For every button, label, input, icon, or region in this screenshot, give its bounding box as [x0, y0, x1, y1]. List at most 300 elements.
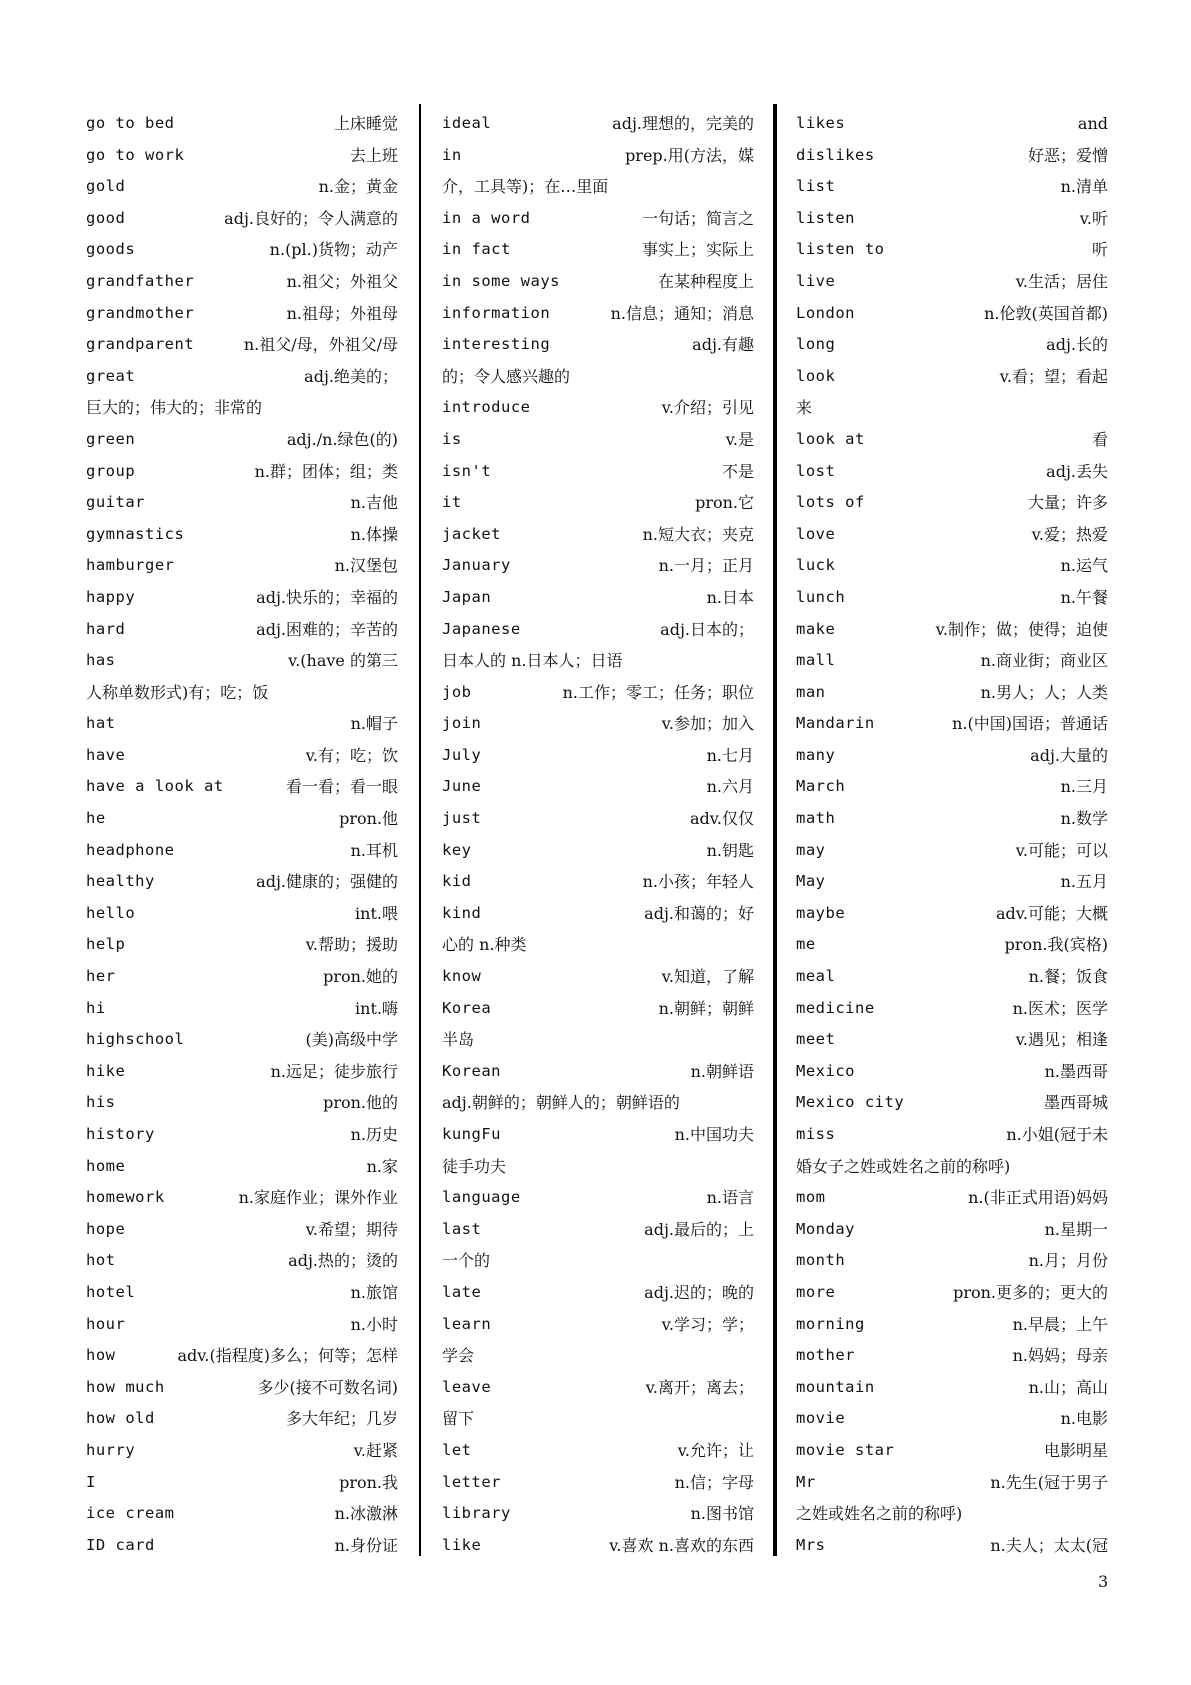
vocab-word: June — [442, 777, 482, 796]
vocab-definition: 多大年纪；几岁 — [285, 1409, 398, 1429]
vocab-word: live — [796, 271, 836, 290]
vocab-definition: 徒手功夫 — [442, 1156, 507, 1176]
vocab-entry — [86, 108, 402, 140]
page-number: 3 — [1098, 1572, 1109, 1591]
vocab-word: listen — [796, 208, 855, 227]
vocab-definition: adj.大量的 — [1030, 745, 1108, 765]
vocab-entry — [442, 550, 758, 582]
vocab-entry — [442, 1087, 758, 1119]
vocab-definition: n.商业街；商业区 — [980, 651, 1108, 671]
vocab-entry — [86, 392, 402, 424]
vocab-word: Monday — [796, 1219, 855, 1238]
vocab-entry — [442, 1056, 758, 1088]
vocab-entry — [86, 329, 402, 361]
vocab-entry — [442, 1340, 758, 1372]
vocab-definition: n.午餐 — [1060, 587, 1108, 607]
vocab-word: gymnastics — [86, 524, 185, 543]
vocab-word: miss — [796, 1125, 836, 1143]
vocab-definition: n.(中国)国语；普通话 — [952, 714, 1108, 734]
vocab-word: learn — [442, 1314, 492, 1333]
vocab-entry — [442, 1277, 758, 1309]
vocab-definition: n.(pl.)货物；动产 — [269, 240, 398, 260]
vocab-word: like — [442, 1535, 482, 1554]
vocab-entry — [442, 866, 758, 898]
vocab-definition: n.六月 — [706, 777, 754, 797]
vocab-entry — [86, 266, 402, 298]
vocab-definition: n.身份证 — [334, 1535, 398, 1555]
vocab-definition: pron.她的 — [323, 967, 398, 987]
vocab-entry — [796, 487, 1112, 519]
vocab-word: have a look at — [86, 777, 224, 796]
vocab-definition: n.信；字母 — [674, 1472, 754, 1492]
vocab-definition: pron.他的 — [323, 1093, 398, 1113]
vocab-entry — [796, 1277, 1112, 1309]
vocab-word: July — [442, 745, 482, 764]
vocab-word: hot — [86, 1251, 116, 1270]
vocab-word: hurry — [86, 1440, 136, 1459]
vocab-entry — [796, 298, 1112, 330]
vocab-word: grandmother — [86, 303, 195, 322]
vocab-entry — [796, 171, 1112, 203]
vocab-definition: v.(have 的第三 — [288, 651, 398, 671]
vocab-definition: v.听 — [1079, 208, 1108, 228]
vocab-entry — [86, 1435, 402, 1467]
vocab-definition: n.家 — [366, 1156, 398, 1176]
vocab-entry — [86, 771, 402, 803]
vocab-entry — [86, 140, 402, 172]
vocab-word: medicine — [796, 998, 875, 1017]
vocab-word: many — [796, 745, 836, 764]
vocab-definition: n.小孩；年轻人 — [642, 872, 754, 892]
vocab-entry — [796, 1182, 1112, 1214]
vocab-definition: 留下 — [442, 1409, 475, 1429]
vocab-word: Korea — [442, 998, 492, 1017]
vocab-definition: n.三月 — [1060, 777, 1108, 797]
vocab-entry — [442, 1309, 758, 1341]
vocab-entry — [86, 361, 402, 393]
vocab-definition: v.看；望；看起 — [999, 366, 1108, 386]
vocab-entry — [442, 740, 758, 772]
vocab-entry — [86, 456, 402, 488]
vocab-definition: 上床睡觉 — [333, 114, 398, 133]
vocab-definition: 人称单数形式)有；吃；饭 — [86, 682, 269, 702]
column-1 — [86, 108, 402, 1556]
vocab-entry — [86, 1119, 402, 1151]
vocab-word: headphone — [86, 840, 175, 859]
vocab-word: in a word — [442, 208, 531, 227]
vocab-entry — [86, 487, 402, 519]
vocab-word: listen to — [796, 240, 885, 259]
vocab-definition: 之姓或姓名之前的称呼) — [796, 1504, 963, 1524]
vocab-definition: adj.绝美的； — [304, 366, 398, 386]
vocab-word: isn't — [442, 461, 492, 480]
vocab-word: last — [442, 1219, 482, 1238]
vocab-entry — [442, 614, 758, 646]
vocab-word: grandfather — [86, 271, 195, 290]
vocab-definition: 巨大的；伟大的；非常的 — [86, 398, 263, 418]
vocab-definition: adj.有趣 — [692, 335, 754, 355]
vocab-definition: v.赶紧 — [353, 1440, 398, 1460]
vocab-entry — [86, 234, 402, 266]
vocab-word: kind — [442, 903, 482, 922]
vocab-word: Mrs — [796, 1535, 826, 1554]
vocab-definition: v.生活；居住 — [1015, 271, 1108, 291]
vocab-word: how — [86, 1346, 116, 1365]
vocab-definition: v.帮助；援助 — [305, 935, 398, 955]
vocab-entry — [86, 740, 402, 772]
vocab-entry — [796, 234, 1112, 266]
vocab-entry — [796, 519, 1112, 551]
vocab-entry — [86, 550, 402, 582]
vocab-entry — [442, 677, 758, 709]
vocab-definition: n.家庭作业；课外作业 — [238, 1188, 398, 1208]
vocab-word: language — [442, 1188, 521, 1207]
vocab-word: Mexico city — [796, 1093, 905, 1112]
vocab-definition: adj.日本的； — [660, 619, 754, 639]
vocab-word: mountain — [796, 1377, 875, 1396]
vocab-entry — [86, 171, 402, 203]
vocab-entry — [442, 266, 758, 298]
vocab-word: look at — [796, 429, 865, 448]
vocab-entry — [442, 961, 758, 993]
vocab-word: mall — [796, 651, 836, 670]
vocab-entry — [442, 1151, 758, 1183]
vocab-definition: v.爱；热爱 — [1031, 524, 1108, 544]
vocab-word: London — [796, 303, 855, 322]
vocab-entry — [796, 835, 1112, 867]
vocab-word: hour — [86, 1314, 126, 1333]
vocab-entry — [86, 1151, 402, 1183]
vocab-entry — [442, 1024, 758, 1056]
vocab-word: morning — [796, 1314, 865, 1333]
vocab-definition: n.先生(冠于男子 — [990, 1472, 1108, 1492]
vocab-entry — [796, 1087, 1112, 1119]
vocab-word: healthy — [86, 872, 155, 891]
vocab-entry — [442, 140, 758, 172]
vocab-word: key — [442, 840, 472, 859]
vocab-entry — [86, 1530, 402, 1562]
vocab-definition: n.耳机 — [350, 840, 398, 860]
vocab-entry — [442, 582, 758, 614]
vocab-definition: n.早晨；上午 — [1012, 1314, 1108, 1334]
vocab-word: March — [796, 777, 846, 796]
vocab-entry — [796, 266, 1112, 298]
vocab-entry — [442, 487, 758, 519]
vocab-word: lunch — [796, 587, 846, 606]
vocab-entry — [796, 677, 1112, 709]
vocab-entry — [86, 929, 402, 961]
vocab-entry — [86, 519, 402, 551]
vocab-word: meal — [796, 967, 836, 986]
vocab-definition: n.中国功夫 — [674, 1125, 754, 1144]
vocab-definition: n.清单 — [1060, 177, 1108, 197]
vocab-definition: v.介绍；引见 — [661, 398, 754, 418]
vocab-definition: adj./n.绿色(的) — [286, 429, 398, 449]
vocab-entry — [86, 677, 402, 709]
vocab-entry — [86, 1024, 402, 1056]
vocab-definition: n.山；高山 — [1028, 1377, 1108, 1397]
vocab-entry — [442, 1119, 758, 1151]
vocab-entry — [796, 898, 1112, 930]
vocab-definition: n.星期一 — [1044, 1219, 1108, 1239]
vocab-entry — [442, 835, 758, 867]
vocab-entry — [86, 708, 402, 740]
vocab-entry — [442, 203, 758, 235]
vocab-entry — [796, 961, 1112, 993]
vocab-entry — [86, 298, 402, 330]
vocab-definition: adj.困难的；辛苦的 — [256, 619, 398, 639]
vocab-entry — [86, 1498, 402, 1530]
vocab-word: introduce — [442, 398, 531, 417]
vocab-entry — [796, 993, 1112, 1025]
vocab-word: just — [442, 809, 482, 828]
vocab-definition: 的；令人感兴趣的 — [442, 366, 571, 386]
vocab-word: look — [796, 366, 836, 385]
vocab-entry — [86, 866, 402, 898]
vocab-entry — [796, 329, 1112, 361]
vocab-word: May — [796, 872, 826, 891]
vocab-entry — [86, 1182, 402, 1214]
vocab-entry — [796, 1245, 1112, 1277]
vocab-word: have — [86, 745, 126, 764]
vocab-entry — [796, 1340, 1112, 1372]
vocab-word: library — [442, 1504, 511, 1523]
vocab-definition: v.遇见；相逢 — [1015, 1030, 1108, 1050]
vocab-word: hat — [86, 714, 116, 733]
vocab-word: how much — [86, 1377, 165, 1396]
vocab-definition: pron.它 — [695, 493, 754, 513]
vocab-definition: n.运气 — [1060, 556, 1108, 576]
vocab-definition: n.短大衣；夹克 — [642, 524, 754, 544]
vocab-word: ice cream — [86, 1504, 175, 1523]
vocab-definition: n.墨西哥 — [1044, 1061, 1108, 1081]
vocab-entry — [796, 1056, 1112, 1088]
vocab-word: is — [442, 429, 462, 448]
vocab-definition: v.有；吃；饮 — [305, 745, 398, 765]
vocab-word: Mr — [796, 1472, 816, 1491]
vocab-word: leave — [442, 1377, 492, 1396]
vocab-entry — [796, 1435, 1112, 1467]
vocab-entry — [442, 771, 758, 803]
vocab-entry — [442, 929, 758, 961]
vocab-definition: adj.健康的；强健的 — [256, 872, 398, 892]
vocab-definition: adj.最后的；上 — [644, 1219, 754, 1239]
vocab-word: in fact — [442, 240, 511, 259]
vocab-word: Mandarin — [796, 714, 875, 733]
vocab-definition: n.旅馆 — [350, 1282, 398, 1302]
vocab-word: luck — [796, 556, 836, 575]
vocab-word: mom — [796, 1188, 826, 1207]
vocab-entry — [796, 645, 1112, 677]
column-3 — [796, 108, 1112, 1556]
vocab-entry — [442, 1372, 758, 1404]
vocab-entry — [86, 961, 402, 993]
vocab-word: may — [796, 840, 826, 859]
vocab-definition: 看 — [1091, 429, 1108, 449]
vocab-entry — [442, 1182, 758, 1214]
vocab-definition: n.祖母；外祖母 — [286, 303, 398, 323]
vocab-word: great — [86, 366, 136, 385]
vocab-entry — [86, 1214, 402, 1246]
vocab-definition: pron.我(宾格) — [1004, 935, 1108, 955]
vocab-word: go to work — [86, 145, 185, 164]
vocab-entry — [442, 298, 758, 330]
vocab-definition: n.数学 — [1060, 809, 1108, 829]
vocab-entry — [86, 1277, 402, 1309]
vocab-word: green — [86, 429, 136, 448]
vocab-definition: n.夫人；太太(冠 — [990, 1535, 1108, 1555]
vocab-definition: 事实上；实际上 — [641, 240, 754, 260]
vocab-definition: n.(非正式用语)妈妈 — [968, 1188, 1108, 1208]
vocab-definition: adj.迟的；晚的 — [644, 1282, 754, 1302]
vocab-word: ID card — [86, 1535, 155, 1554]
vocab-word: homework — [86, 1188, 165, 1207]
vocab-definition: adj.朝鲜的；朝鲜人的；朝鲜语的 — [442, 1093, 680, 1113]
vocab-definition: 一个的 — [442, 1251, 491, 1271]
vocab-word: list — [796, 177, 836, 196]
vocab-definition: int.喂 — [355, 903, 398, 923]
vocab-word: love — [796, 524, 836, 543]
vocab-entry — [86, 424, 402, 456]
vocab-entry — [796, 582, 1112, 614]
vocab-entry — [442, 361, 758, 393]
vocab-entry — [796, 1467, 1112, 1499]
vocab-word: ideal — [442, 114, 492, 132]
vocab-entry — [86, 614, 402, 646]
vocab-definition: adj.丢失 — [1046, 461, 1108, 481]
vocab-word: hi — [86, 998, 106, 1017]
vocab-definition: n.五月 — [1060, 872, 1108, 892]
vocab-entry — [442, 708, 758, 740]
vocab-entry — [442, 108, 758, 140]
vocab-entry — [796, 771, 1112, 803]
vocab-word: hello — [86, 903, 136, 922]
vocab-word: highschool — [86, 1030, 185, 1049]
vocab-definition: 去上班 — [349, 145, 398, 165]
vocab-entry — [796, 708, 1112, 740]
vocab-definition: adj.和蔼的；好 — [644, 903, 754, 923]
vocab-word: in — [442, 145, 462, 164]
vocab-entry — [442, 392, 758, 424]
vocab-word: I — [86, 1472, 96, 1491]
vocab-word: late — [442, 1282, 482, 1301]
vocab-word: Japanese — [442, 619, 521, 638]
vocab-word: Japan — [442, 587, 492, 606]
vocab-definition: n.朝鲜；朝鲜 — [658, 998, 754, 1018]
vocab-definition: adj.快乐的；幸福的 — [256, 587, 398, 607]
vocab-entry — [442, 898, 758, 930]
vocab-definition: n.朝鲜语 — [690, 1061, 754, 1081]
vocab-definition: adj.长的 — [1046, 335, 1108, 355]
vocab-definition: n.七月 — [706, 745, 754, 765]
vocab-definition: v.离开；离去； — [645, 1377, 754, 1397]
vocab-word: how old — [86, 1409, 155, 1428]
vocab-word: help — [86, 935, 126, 954]
vocab-entry — [796, 456, 1112, 488]
vocab-word: man — [796, 682, 826, 701]
vocab-entry — [796, 866, 1112, 898]
vocab-entry — [442, 456, 758, 488]
vocab-definition: n.男人；人；人类 — [980, 682, 1108, 702]
vocab-word: letter — [442, 1472, 501, 1491]
vocab-word: guitar — [86, 493, 145, 512]
vocab-definition: pron.更多的；更大的 — [953, 1282, 1108, 1302]
vocab-entry — [442, 645, 758, 677]
vocab-definition: n.祖父；外祖父 — [286, 271, 398, 291]
vocab-definition: pron.我 — [339, 1472, 398, 1492]
vocab-entry — [442, 1435, 758, 1467]
vocab-entry — [442, 1467, 758, 1499]
vocab-definition: n.一月；正月 — [658, 556, 754, 576]
vocab-definition: 看一看；看一眼 — [285, 777, 398, 797]
vocab-entry — [442, 1245, 758, 1277]
vocab-word: kid — [442, 872, 472, 891]
vocab-word: month — [796, 1251, 846, 1270]
vocab-word: hotel — [86, 1282, 136, 1301]
vocab-definition: 大量；许多 — [1027, 493, 1108, 513]
vocab-definition: v.允许；让 — [677, 1440, 754, 1460]
vocab-definition: 听 — [1091, 240, 1108, 260]
vocab-definition: (美)高级中学 — [305, 1030, 398, 1050]
vocab-definition: n.小时 — [350, 1314, 398, 1334]
vocab-definition: 来 — [796, 398, 813, 418]
vocab-word: lost — [796, 461, 836, 480]
column-divider-1 — [419, 104, 421, 1556]
vocab-word: hard — [86, 619, 126, 638]
vocab-entry — [86, 1403, 402, 1435]
vocab-entry — [796, 803, 1112, 835]
vocab-definition: n.月；月份 — [1028, 1251, 1108, 1271]
vocab-word: his — [86, 1093, 116, 1112]
vocab-definition: n.历史 — [350, 1125, 398, 1144]
vocab-word: hamburger — [86, 556, 175, 575]
vocab-definition: n.语言 — [706, 1188, 754, 1208]
vocab-definition: n.汉堡包 — [334, 556, 398, 576]
vocab-word: goods — [86, 240, 136, 259]
vocab-word: he — [86, 809, 106, 828]
vocab-entry — [442, 1498, 758, 1530]
vocab-definition: v.是 — [725, 429, 754, 449]
vocab-entry — [86, 1056, 402, 1088]
vocab-definition: n.图书馆 — [690, 1504, 754, 1524]
vocab-definition: v.喜欢 n.喜欢的东西 — [609, 1535, 754, 1555]
vocab-definition: 电影明星 — [1043, 1440, 1108, 1460]
vocab-definition: n.小姐(冠于未 — [1006, 1125, 1108, 1144]
vocab-word: let — [442, 1440, 472, 1459]
column-2 — [442, 108, 758, 1556]
vocab-word: me — [796, 935, 816, 954]
vocab-word: grandparent — [86, 335, 195, 354]
vocab-word: more — [796, 1282, 836, 1301]
vocab-word: long — [796, 335, 836, 354]
vocab-word: maybe — [796, 903, 846, 922]
vocab-word: lots of — [796, 493, 865, 512]
vocab-entry — [86, 898, 402, 930]
vocab-definition: v.学习；学； — [661, 1314, 754, 1334]
vocab-entry — [86, 1467, 402, 1499]
vocab-definition: v.希望；期待 — [305, 1219, 398, 1239]
vocab-entry — [86, 993, 402, 1025]
vocab-definition: n.帽子 — [350, 714, 398, 734]
vocab-definition: 好恶；爱憎 — [1027, 145, 1108, 165]
vocab-entry — [796, 1024, 1112, 1056]
vocab-definition: v.制作；做；使得；迫使 — [935, 619, 1108, 639]
vocab-definition: 半岛 — [442, 1030, 475, 1050]
vocab-entry — [86, 835, 402, 867]
vocab-entry — [796, 424, 1112, 456]
vocab-entry — [796, 740, 1112, 772]
vocab-entry — [86, 1245, 402, 1277]
